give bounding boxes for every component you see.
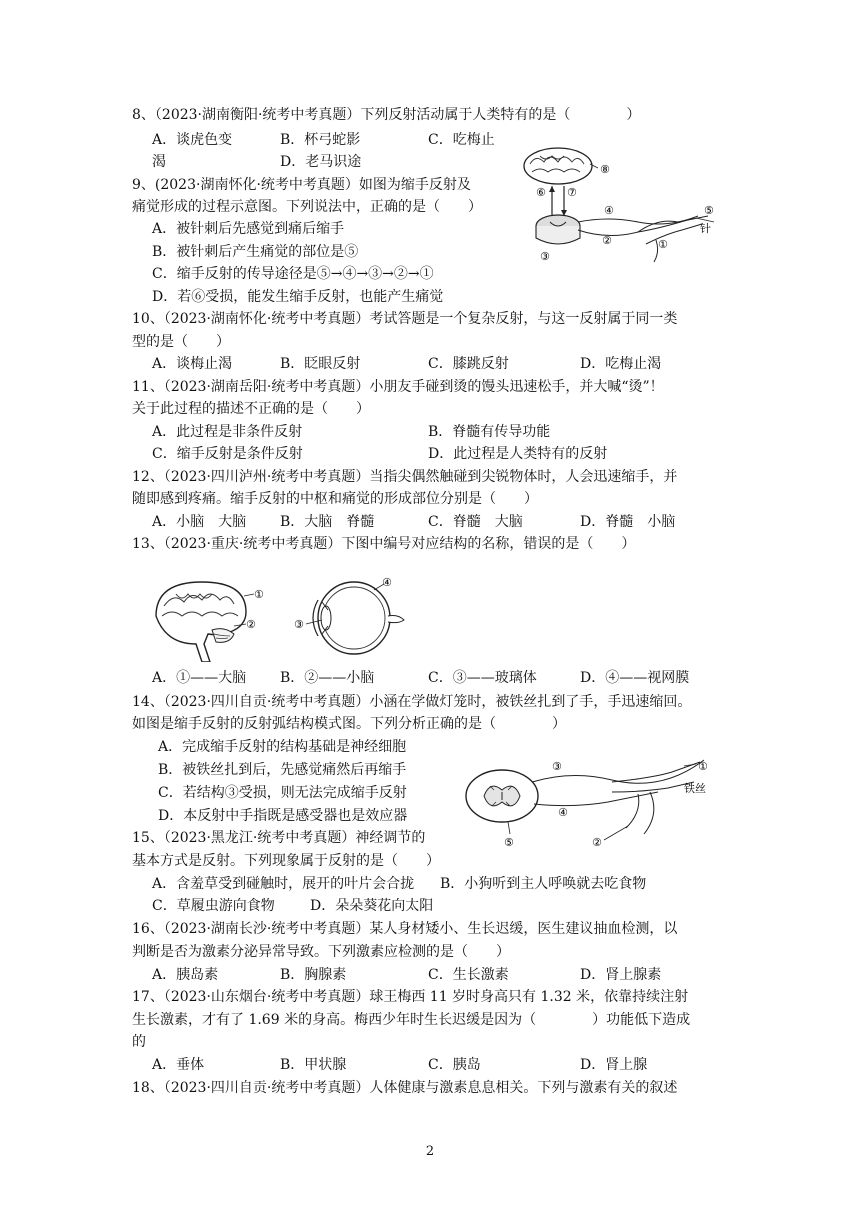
q13-option-d: D．④——视网膜 [580, 670, 690, 686]
q17-stem-line3: 的 [132, 1034, 146, 1050]
q12-stem-line1: 12、（2023·四川泸州·统考中考真题）当指尖偶然触碰到尖锐物体时，人会迅速缩手，并 [132, 469, 678, 485]
q10-option-b: B．眨眼反射 [280, 356, 361, 372]
fig13-brain-label-2: ② [246, 618, 256, 631]
q17-stem-line1: 17、（2023·山东烟台·统考中考真题）球王梅西 11 岁时身高只有 1.32 米，依靠持续注射 [132, 989, 689, 1005]
q16-option-c: C．生长激素 [428, 967, 509, 983]
q14-option-c: C．若结构③受损，则无法完成缩手反射 [158, 785, 407, 801]
q9-option-a: A．被针刺后先感觉到痛后缩手 [152, 221, 345, 237]
fig9-label-5: ⑤ [704, 204, 714, 217]
q9-stem-line2: 痛觉形成的过程示意图。下列说法中，正确的是（ ） [132, 199, 482, 215]
q17-option-c: C．胰岛 [428, 1057, 481, 1073]
fig9-label-8: ⑧ [600, 163, 610, 176]
fig14-wire-label: 铁丝 [684, 782, 706, 795]
q10-stem-line1: 10、（2023·湖南怀化·统考中考真题）考试答题是一个复杂反射，与这一反射属于同一类 [132, 311, 678, 327]
q15-option-b: B．小狗听到主人呼唤就去吃食物 [440, 876, 647, 892]
fig9-label-2: ② [602, 234, 612, 247]
eyeball-section-figure [292, 576, 412, 662]
fig14-label-5: ⑤ [504, 836, 514, 849]
q9-stem-line1: 9、(2023·湖南怀化·统考中考真题）如图为缩手反射及 [132, 177, 471, 193]
q15-option-a: A．含羞草受到碰触时，展开的叶片会合拢 [152, 876, 415, 892]
q14-stem-line2: 如图是缩手反射的反射弧结构模式图。下列分析正确的是（ ） [132, 716, 566, 732]
fig9-label-3: ③ [540, 250, 550, 263]
reflex-arc-diagram [462, 752, 712, 850]
q9-option-c: C．缩手反射的传导途径是⑤→④→③→②→① [152, 266, 434, 282]
q8-option-b: B．杯弓蛇影 [280, 132, 361, 148]
reflex-arc-pain-diagram [518, 144, 724, 266]
q13-option-c: C．③——玻璃体 [428, 670, 537, 686]
q17-stem-line2: 生长激素，才有了 1.69 米的身高。梅西少年时生长迟缓是因为（ ）功能低下造成 [132, 1012, 691, 1028]
q8-option-d: D．老马识途 [280, 154, 362, 170]
brain-section-figure [150, 576, 270, 662]
q10-option-d: D．吃梅止渴 [580, 356, 662, 372]
q9-option-d: D．若⑥受损，能发生缩手反射，也能产生痛觉 [152, 289, 444, 305]
q12-option-a: A．小脑 大脑 [152, 514, 247, 530]
q15-stem-line2: 基本方式是反射。下列现象属于反射的是（ ） [132, 853, 440, 869]
q10-stem-line2: 型的是（ ） [132, 334, 230, 350]
q11-stem-line1: 11、（2023·湖南岳阳·统考中考真题）小朋友手碰到烫的馒头迅速松手，并大喊“烫”！ [132, 379, 664, 395]
fig13-brain-label-1: ① [254, 588, 264, 601]
q14-option-b: B．被铁丝扎到后，先感觉痛然后再缩手 [158, 762, 407, 778]
q17-option-b: B．甲状腺 [280, 1057, 347, 1073]
q14-option-a: A．完成缩手反射的结构基础是神经细胞 [158, 739, 407, 755]
fig13-eye-label-3: ③ [294, 618, 304, 631]
q15-option-d: D．朵朵葵花向太阳 [310, 898, 434, 914]
q9-option-b: B．被针刺后产生痛觉的部位是⑤ [152, 244, 359, 260]
q15-stem-line1: 15、（2023·黑龙江·统考中考真题）神经调节的 [132, 830, 426, 846]
fig9-label-4: ④ [604, 204, 614, 217]
q18-stem-line1: 18、（2023·四川自贡·统考中考真题）人体健康与激素息息相关。下列与激素有关的叙述 [132, 1080, 678, 1096]
q8-stem: 8、（2023·湖南衡阳·统考中考真题）下列反射活动属于人类特有的是（ ） [132, 107, 641, 123]
q8-option-c-cont: 渴 [152, 154, 166, 170]
q15-option-c: C．草履虫游向食物 [152, 898, 275, 914]
q12-stem-line2: 随即感到疼痛。缩手反射的中枢和痛觉的形成部位分别是（ ） [132, 491, 538, 507]
q10-option-c: C．膝跳反射 [428, 356, 509, 372]
q12-option-c: C．脊髓 大脑 [428, 514, 523, 530]
fig13-eye-label-4: ④ [382, 576, 392, 589]
q13-option-a: A．①——大脑 [152, 670, 247, 686]
q16-option-d: D．肾上腺素 [580, 967, 662, 983]
fig14-label-4: ④ [558, 806, 568, 819]
fig9-label-6: ⑥ [536, 186, 546, 199]
q11-option-b: B．脊髓有传导功能 [428, 424, 551, 440]
q16-stem-line2: 判断是否为激素分泌异常导致。下列激素应检测的是（ ） [132, 944, 510, 960]
q16-option-a: A．胰岛素 [152, 967, 219, 983]
q14-stem-line1: 14、（2023·四川自贡·统考中考真题）小涵在学做灯笼时，被铁丝扎到了手，手迅速缩回。 [132, 694, 692, 710]
q17-option-a: A．垂体 [152, 1057, 205, 1073]
q17-option-d: D．肾上腺 [580, 1057, 648, 1073]
q16-option-b: B．胸腺素 [280, 967, 347, 983]
fig9-label-1: ① [658, 238, 668, 251]
fig9-label-7: ⑦ [567, 186, 577, 199]
fig14-label-1: ① [698, 760, 708, 773]
q11-stem-line2: 关于此过程的描述不正确的是（ ） [132, 401, 370, 417]
fig9-needle-label: 针 [700, 222, 711, 235]
fig14-label-2: ② [592, 836, 602, 849]
q14-option-d: D．本反射中手指既是感受器也是效应器 [158, 808, 408, 824]
q8-option-a: A．谈虎色变 [152, 132, 233, 148]
q8-option-c: C．吃梅止 [428, 132, 495, 148]
q13-stem: 13、（2023·重庆·统考中考真题）下图中编号对应结构的名称，错误的是（ ） [132, 536, 636, 552]
q11-option-a: A．此过程是非条件反射 [152, 424, 303, 440]
q12-option-d: D．脊髓 小脑 [580, 514, 676, 530]
q11-option-c: C．缩手反射是条件反射 [152, 446, 303, 462]
q10-option-a: A．谈梅止渴 [152, 356, 233, 372]
q12-option-b: B．大脑 脊髓 [280, 514, 375, 530]
fig14-label-3: ③ [552, 760, 562, 773]
page-number: 2 [425, 1144, 435, 1159]
q11-option-d: D．此过程是人类特有的反射 [428, 446, 608, 462]
q13-option-b: B．②——小脑 [280, 670, 375, 686]
q16-stem-line1: 16、（2023·湖南长沙·统考中考真题）某人身材矮小、生长迟缓，医生建议抽血检测，以 [132, 921, 678, 937]
